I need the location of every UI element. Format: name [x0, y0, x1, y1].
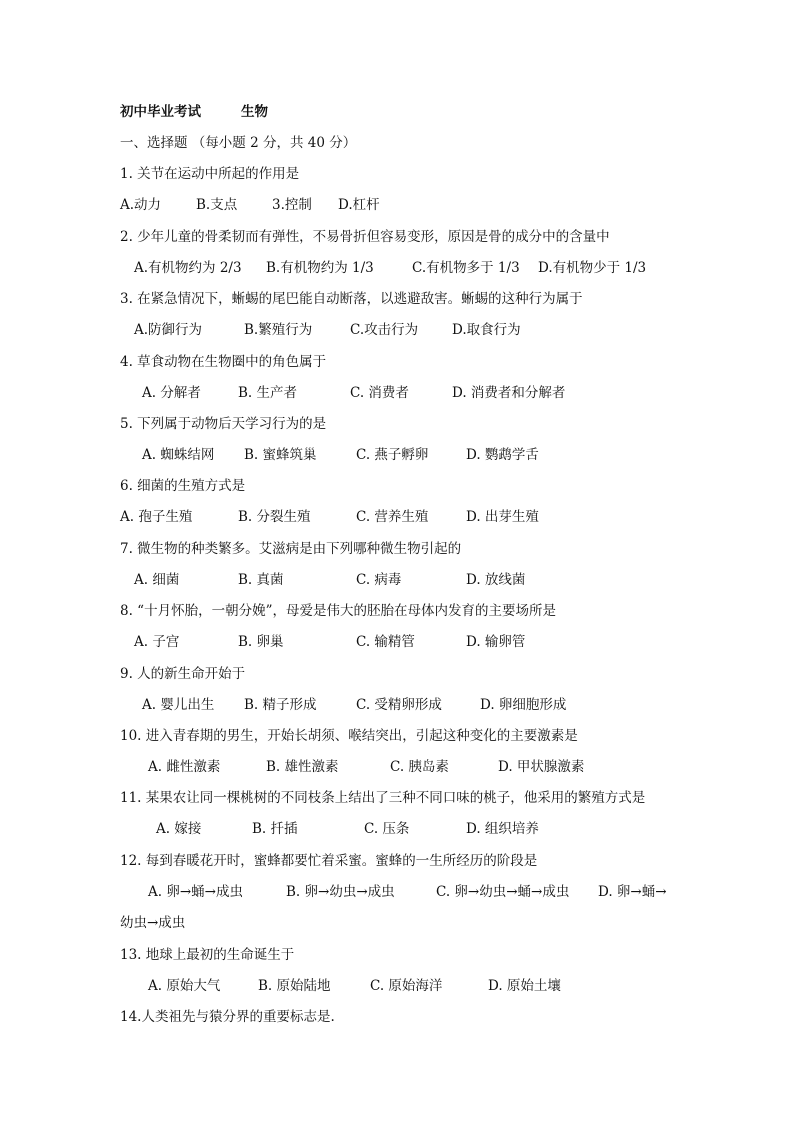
option-c: C. 燕子孵卵	[356, 447, 429, 463]
option-c: C. 病毒	[356, 572, 402, 588]
option-d: D. 消费者和分解者	[452, 385, 566, 401]
option-c: 3.控制	[272, 197, 312, 213]
option-a: A. 子宫	[134, 634, 180, 650]
option-c: C. 原始海洋	[370, 978, 443, 994]
option-a: A.动力	[120, 197, 162, 213]
question-stem: 3. 在紧急情况下，蜥蜴的尾巴能自动断落，以逃避敌害。蜥蜴的这种行为属于	[120, 291, 583, 307]
option-b: B. 原始陆地	[258, 978, 331, 994]
option-b: B.繁殖行为	[244, 322, 313, 338]
question-stem: 11. 某果农让同一棵桃树的不同枝条上结出了三种不同口味的桃子，他采用的繁殖方式是	[120, 790, 646, 806]
option-c: C. 营养生殖	[356, 509, 429, 525]
question-stem: 14.人类祖先与猿分界的重要标志是.	[120, 1009, 335, 1025]
question-stem: 4. 草食动物在生物圈中的角色属于	[120, 354, 327, 370]
option-d: D. 放线菌	[466, 572, 526, 588]
option-b: B. 分裂生殖	[238, 509, 311, 525]
option-b: B. 卵→幼虫→成虫	[286, 884, 395, 900]
option-a: A.防御行为	[134, 322, 203, 338]
question-stem: 12. 每到春暖花开时，蜜蜂都要忙着采蜜。蜜蜂的一生所经历的阶段是	[120, 853, 538, 869]
option-b: B. 精子形成	[244, 697, 317, 713]
question-stem: 9. 人的新生命开始于	[120, 666, 246, 682]
question-stem: 8. “十月怀胎，一朝分娩”，母爱是伟大的胚胎在母体内发育的主要场所是	[120, 603, 556, 619]
option-d-continuation: 幼虫→成虫	[120, 915, 186, 931]
option-a: A. 雌性激素	[148, 759, 221, 775]
option-d: D. 输卵管	[466, 634, 526, 650]
option-b: B. 扦插	[252, 821, 298, 837]
option-a: A. 卵→蛹→成虫	[148, 884, 243, 900]
option-a: A. 孢子生殖	[120, 509, 193, 525]
option-b: B. 蜜蜂筑巢	[244, 447, 317, 463]
option-a: A. 原始大气	[148, 978, 221, 994]
subject-name: 生物	[241, 104, 268, 120]
option-c: C.有机物多于 1/3	[412, 260, 520, 276]
section-heading: 一、选择题 （每小题 2 分，共 40 分）	[120, 135, 357, 151]
option-a: A. 婴儿出生	[142, 697, 215, 713]
option-d: D.取食行为	[452, 322, 521, 338]
question-stem: 5. 下列属于动物后天学习行为的是	[120, 416, 327, 432]
exam-header	[120, 103, 268, 121]
question-stem: 13. 地球上最初的生命诞生于	[120, 947, 295, 963]
question-stem: 7. 微生物的种类繁多。艾滋病是由下列哪种微生物引起的	[120, 541, 462, 557]
option-b: B. 生产者	[238, 385, 298, 401]
option-b: B. 卵巢	[238, 634, 284, 650]
option-c: C. 压条	[364, 821, 410, 837]
option-d: D. 卵→蛹→	[598, 884, 667, 900]
option-b: B.支点	[196, 197, 238, 213]
question-stem: 10. 进入青春期的男生，开始长胡须、喉结突出，引起这种变化的主要激素是	[120, 728, 578, 744]
question-stem: 1. 关节在运动中所起的作用是	[120, 166, 300, 182]
option-b: B. 雄性激素	[266, 759, 339, 775]
option-d: D. 出芽生殖	[466, 509, 539, 525]
option-a: A. 嫁接	[156, 821, 202, 837]
option-c: C. 消费者	[350, 385, 409, 401]
option-d: D.有机物少于 1/3	[538, 260, 647, 276]
option-c: C.攻击行为	[350, 322, 419, 338]
option-d: D. 组织培养	[466, 821, 539, 837]
option-c: C. 卵→幼虫→蛹→成虫	[436, 884, 570, 900]
option-c: C. 胰岛素	[390, 759, 449, 775]
option-b: B. 真菌	[238, 572, 284, 588]
option-d: D. 原始土壤	[488, 978, 561, 994]
exam-name: 初中毕业考试	[120, 104, 201, 120]
option-c: C. 输精管	[356, 634, 415, 650]
option-c: C. 受精卵形成	[356, 697, 442, 713]
question-stem: 2. 少年儿童的骨柔韧而有弹性，不易骨折但容易变形，原因是骨的成分中的含量中	[120, 229, 610, 245]
option-a: A.有机物约为 2/3	[134, 260, 242, 276]
option-a: A. 蜘蛛结网	[142, 447, 215, 463]
option-b: B.有机物约为 1/3	[266, 260, 374, 276]
option-d: D. 卵细胞形成	[480, 697, 567, 713]
option-d: D. 甲状腺激素	[498, 759, 585, 775]
option-a: A. 细菌	[134, 572, 180, 588]
question-stem: 6. 细菌的生殖方式是	[120, 478, 246, 494]
option-a: A. 分解者	[142, 385, 201, 401]
option-d: D. 鹦鹉学舌	[466, 447, 539, 463]
option-d: D.杠杆	[338, 197, 380, 213]
